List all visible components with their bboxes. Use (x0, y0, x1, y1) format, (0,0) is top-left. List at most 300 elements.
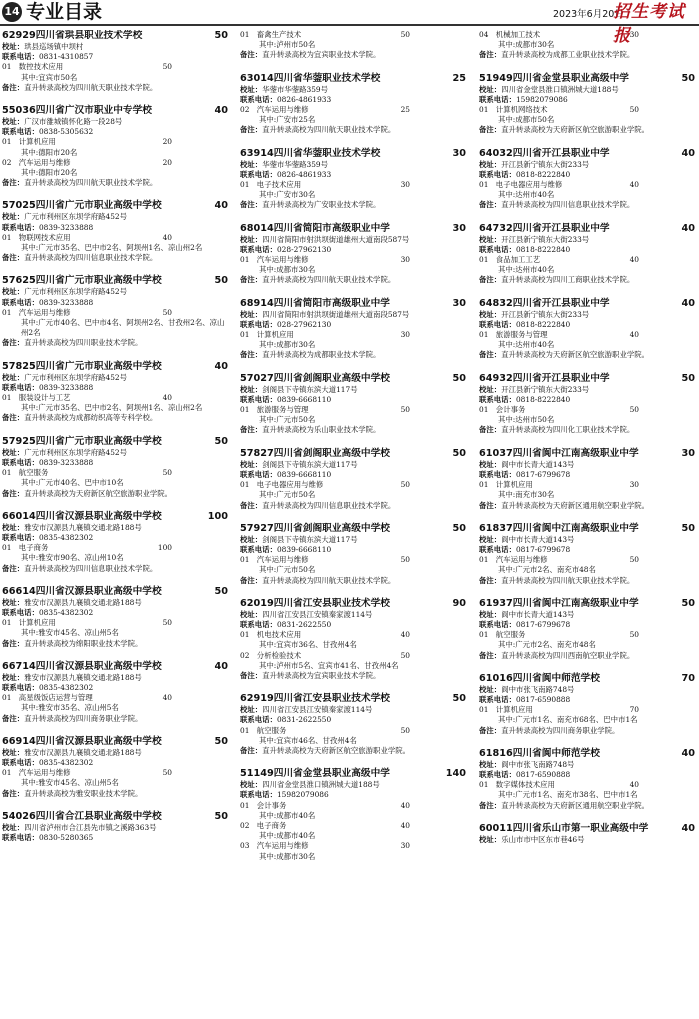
school-phone-line (2, 298, 230, 308)
major-code: 01 (2, 618, 12, 628)
major-row (240, 555, 468, 565)
school-entry (240, 223, 468, 286)
school-phone: 0817-6799678 (515, 469, 571, 479)
major-name: 计算机应用 (495, 480, 533, 490)
school-name: 四川省金堂县职业高级中学 (273, 768, 390, 780)
phone-label: 联系电话： (2, 832, 39, 842)
school-address-line (2, 373, 230, 383)
major-distribution: 其中:雅安市90名、凉山州10名 (21, 553, 124, 563)
school-quota: 40 (214, 200, 228, 212)
school-entry (240, 373, 468, 436)
major-name: 航空服务 (18, 468, 49, 478)
school-remark-line (479, 425, 697, 435)
major-name: 计算机应用 (495, 705, 533, 715)
school-name: 四川省开江县职业中学 (512, 147, 610, 159)
school-remark: 直升转录高校为四川信息职业技术学院。 (24, 563, 158, 573)
school-remark: 直升转录高校为四川商务职业学院。 (24, 713, 143, 723)
school-address: 开江县新宁镇东大街233号 (501, 234, 590, 244)
school-quota: 30 (452, 297, 466, 309)
school-address: 四川省金堂县淮口镇洲城大道188号 (501, 84, 619, 94)
major-name: 汽车运用与维修 (18, 307, 71, 317)
school-remark-line (479, 50, 697, 60)
school-remark-line (479, 651, 697, 661)
remark-label: 备注： (2, 563, 25, 573)
major-code: 01 (479, 330, 489, 340)
campus-label: 校址： (2, 822, 25, 832)
phone-label: 联系电话： (479, 544, 516, 554)
school-code: 62929 (2, 30, 36, 41)
major-name: 数字媒体技术应用 (495, 780, 555, 790)
school-name: 四川省汉源县职业高级中学校 (35, 510, 162, 522)
school-address: 开江县新宁镇东大街233号 (501, 384, 590, 394)
major-code: 01 (240, 405, 250, 415)
campus-label: 校址： (240, 84, 263, 94)
major-distribution: 其中:达州市40名 (498, 190, 555, 200)
major-quota: 20 (162, 137, 172, 147)
school-name: 四川省剑阁职业高级中学校 (273, 447, 390, 459)
school-phone: 0817-6799678 (515, 544, 571, 554)
school-remark: 直升转录高校为天府新区航空旅游职业学院。 (501, 350, 650, 360)
remark-label: 备注： (479, 650, 502, 660)
major-code: 01 (2, 768, 12, 778)
major-quota: 50 (400, 725, 410, 735)
major-quota: 50 (162, 62, 172, 72)
school-code: 51949 (479, 72, 513, 84)
school-remark: 直升转录高校为天府新区航空旅游职业学院。 (501, 125, 650, 135)
school-entry (240, 298, 468, 361)
phone-label: 联系电话： (240, 169, 277, 179)
school-phone-line (2, 758, 230, 768)
school-address-line (479, 835, 697, 845)
school-code: 54026 (2, 810, 36, 822)
school-phone-line (240, 245, 468, 255)
school-remark: 直升转录高校为四川商务职业学院。 (501, 725, 620, 735)
school-entry (479, 448, 697, 511)
major-code: 01 (240, 800, 250, 810)
school-quota: 100 (207, 510, 228, 522)
school-entry (240, 598, 468, 681)
school-remark-line (479, 501, 697, 511)
school-heading (2, 586, 230, 598)
school-address-line (240, 85, 468, 95)
major-quota: 40 (400, 630, 410, 640)
school-code: 64732 (479, 222, 513, 234)
campus-label: 校址： (2, 117, 25, 127)
school-phone: 15982079086 (276, 790, 329, 800)
major-quota: 30 (400, 330, 410, 340)
major-distribution: 其中:成都市40名 (259, 810, 316, 820)
school-entry (2, 200, 230, 263)
major-distribution: 其中:广元市1名、南充市38名、巴中市1名 (498, 790, 638, 800)
school-remark-line (240, 350, 468, 360)
school-name: 四川省阆中江南高级职业中学 (512, 597, 639, 609)
school-phone-line (2, 52, 230, 62)
school-entry (2, 436, 230, 499)
school-quota: 50 (452, 447, 466, 459)
school-address-line (2, 523, 230, 533)
major-distribution: 其中:成都市50名 (498, 115, 555, 125)
major-name: 航空服务 (495, 630, 526, 640)
major-row (479, 780, 697, 790)
school-phone: 028-27962130 (276, 319, 332, 329)
school-code: 62019 (240, 597, 274, 609)
school-code: 57827 (240, 447, 274, 459)
major-code: 01 (240, 30, 250, 39)
school-address: 珙县巡场镇中坝村 (24, 42, 84, 51)
school-remark: 直升转录高校为天府新区航空旅游职业学院。 (24, 488, 173, 498)
major-quota: 50 (162, 468, 172, 478)
major-name: 电子技术应用 (256, 180, 302, 190)
school-quota: 50 (681, 372, 695, 384)
school-heading (479, 448, 697, 460)
remark-label: 备注： (240, 670, 263, 680)
campus-label: 校址： (240, 159, 263, 169)
school-heading (479, 223, 697, 235)
major-code: 01 (2, 393, 12, 403)
major-row (479, 105, 697, 115)
school-address-line (2, 823, 230, 833)
school-quota: 50 (214, 30, 228, 41)
major-quota: 40 (629, 330, 639, 340)
school-code: 57825 (2, 360, 36, 372)
campus-label: 校址： (2, 372, 25, 382)
major-row (2, 693, 230, 703)
campus-label: 校址： (240, 609, 263, 619)
major-row (240, 255, 468, 265)
major-row (2, 468, 230, 478)
school-quota: 70 (681, 672, 695, 684)
school-heading (2, 736, 230, 748)
school-address: 四川省江安县江安镇秦家渡114号 (262, 705, 373, 715)
major-name: 汽车运用与维修 (18, 157, 71, 167)
school-remark-line (2, 639, 230, 649)
page-number-badge: 14 (2, 2, 22, 22)
campus-label: 校址： (2, 522, 25, 532)
school-address: 剑阁县下寺镇东滨大道117号 (262, 459, 358, 469)
major-distribution: 其中:成都市30名 (259, 851, 316, 861)
major-code: 02 (240, 820, 250, 830)
phone-label: 联系电话： (479, 244, 516, 254)
school-address: 阆中市长青大道143号 (501, 534, 575, 544)
school-address-line (240, 235, 468, 245)
school-remark-line (240, 576, 468, 586)
phone-label: 联系电话： (2, 297, 39, 307)
school-quota: 50 (681, 597, 695, 609)
major-quota: 30 (400, 255, 410, 265)
school-address-line (479, 160, 697, 170)
major-row (240, 651, 468, 661)
school-remark-line (240, 275, 468, 285)
remark-label: 备注： (240, 425, 263, 435)
school-address: 雅安市汉源县九襄镇交通北路188号 (24, 672, 142, 682)
major-distribution: 其中:成都市30名 (498, 40, 555, 50)
school-quota: 30 (452, 222, 466, 234)
major-distribution: 其中:广元市40名、巴中市4名、阿坝州2名、甘孜州2名、凉山州2名 (21, 318, 225, 338)
school-code: 62919 (240, 693, 274, 705)
major-name: 数控技术应用 (18, 62, 64, 72)
school-heading (240, 598, 468, 610)
major-row (2, 308, 230, 318)
school-entry (240, 523, 468, 586)
school-phone: 0830-5280365 (38, 832, 94, 842)
remark-label: 备注： (240, 50, 263, 60)
major-name: 服装设计与工艺 (18, 393, 71, 403)
school-heading (2, 275, 230, 287)
school-phone: 0835-4382302 (38, 682, 94, 692)
phone-label: 联系电话： (240, 544, 277, 554)
school-address: 广元市利州区东坝学府路452号 (24, 372, 127, 382)
campus-label: 校址： (479, 459, 502, 469)
major-quota: 30 (629, 30, 639, 39)
school-code: 64932 (479, 372, 513, 384)
phone-label: 联系电话： (2, 52, 39, 62)
school-heading (479, 748, 697, 760)
school-name: 四川省广元市职业高级中学校 (35, 435, 162, 447)
major-name: 会计事务 (495, 405, 526, 415)
major-code: 01 (240, 630, 250, 640)
school-phone: 0838-5305632 (38, 127, 94, 137)
school-phone-line (479, 245, 697, 255)
major-name: 计算机应用 (18, 618, 56, 628)
campus-label: 校址： (479, 84, 502, 94)
remark-label: 备注： (479, 200, 502, 210)
major-quota: 20 (162, 157, 172, 167)
school-name: 四川省阆中师范学校 (512, 747, 600, 759)
major-name: 计算机应用 (256, 330, 294, 340)
school-address: 雅安市汉源县九襄镇交通北路188号 (24, 747, 142, 757)
school-address-line (479, 610, 697, 620)
school-remark: 直升转录高校为四川航天职业技术学院。 (24, 82, 158, 92)
school-address-line (479, 310, 697, 320)
school-phone: 0835-4382302 (38, 607, 94, 617)
school-name: 四川省阆中江南高级职业中学 (512, 522, 639, 534)
school-quota: 40 (214, 660, 228, 672)
school-address: 阆中市长青大道143号 (501, 609, 575, 619)
campus-label: 校址： (479, 159, 502, 169)
major-quota: 30 (629, 480, 639, 490)
school-code: 66714 (2, 660, 36, 672)
major-name: 电子电器应用与维修 (495, 180, 563, 190)
phone-label: 联系电话： (2, 382, 39, 392)
school-name: 四川省广元市职业高级中学校 (35, 200, 162, 212)
school-name: 四川省金堂县职业高级中学 (512, 72, 629, 84)
campus-label: 校址： (2, 597, 25, 607)
remark-label: 备注： (479, 500, 502, 510)
major-name: 汽车运用与维修 (256, 105, 309, 115)
school-remark-line (2, 489, 230, 499)
school-name: 四川省汉源县职业高级中学校 (35, 660, 162, 672)
school-code: 61016 (479, 672, 513, 684)
school-heading (240, 373, 468, 385)
school-entry (240, 693, 468, 756)
school-remark: 直升转录高校为四川航天职业技术学院。 (262, 125, 396, 135)
school-address-line (240, 610, 468, 620)
school-quota: 50 (681, 72, 695, 84)
phone-label: 联系电话： (479, 169, 516, 179)
school-phone-line (2, 533, 230, 543)
school-remark: 直升转录高校为成都工业职业技术学院。 (501, 50, 635, 60)
campus-label: 校址： (240, 534, 263, 544)
major-quota: 50 (400, 405, 410, 415)
school-name: 四川省阆中师范学校 (512, 672, 600, 684)
school-quota: 25 (452, 72, 466, 84)
school-address: 四川省江安县江安镇秦家渡114号 (262, 609, 373, 619)
school-quota: 90 (452, 597, 466, 609)
school-name: 四川省珙县职业技术学校 (35, 30, 143, 41)
school-quota: 40 (681, 147, 695, 159)
school-code: 64832 (479, 297, 513, 309)
major-quota: 50 (162, 618, 172, 628)
school-name: 四川省广元市职业高级中学校 (35, 275, 162, 287)
school-phone: 15982079086 (515, 94, 568, 104)
school-address-line (479, 535, 697, 545)
school-address-line (240, 705, 468, 715)
major-name: 会计事务 (256, 800, 287, 810)
school-entry (479, 148, 697, 211)
school-quota: 40 (214, 105, 228, 117)
major-row (240, 480, 468, 490)
phone-label: 联系电话： (2, 127, 39, 137)
school-quota: 40 (681, 822, 695, 834)
school-heading (240, 148, 468, 160)
school-phone-line (2, 833, 230, 843)
major-row (2, 618, 230, 628)
school-heading (479, 823, 697, 835)
school-address-line (479, 760, 697, 770)
phone-label: 联系电话： (240, 715, 277, 725)
school-name: 四川省开江县职业中学 (512, 372, 610, 384)
school-address: 广汉市雒城镇怀化路一段28号 (24, 117, 123, 127)
phone-label: 联系电话： (240, 469, 277, 479)
school-remark: 直升转录高校为四川航天职业技术学院。 (24, 178, 158, 188)
major-code: 01 (240, 555, 250, 565)
campus-label: 校址： (479, 609, 502, 619)
school-heading (240, 73, 468, 85)
school-phone: 0839-3233888 (38, 382, 94, 392)
remark-label: 备注： (2, 788, 25, 798)
school-name: 四川省汉源县职业高级中学校 (35, 735, 162, 747)
school-entry (479, 598, 697, 661)
major-row (240, 841, 468, 851)
major-distribution: 其中:雅安市45名、凉山州5名 (21, 628, 119, 638)
school-entry (479, 673, 697, 736)
major-name: 电子商务 (18, 543, 49, 553)
school-entry (2, 105, 230, 188)
school-heading (240, 768, 468, 780)
major-quota: 50 (400, 555, 410, 565)
school-name: 四川省剑阁职业高级中学校 (273, 372, 390, 384)
campus-label: 校址： (240, 309, 263, 319)
major-row (2, 393, 230, 403)
major-code: 01 (479, 180, 489, 190)
major-distribution: 其中:雅安市45名、凉山州5名 (21, 778, 119, 788)
major-quota: 25 (400, 105, 410, 115)
campus-label: 校址： (2, 672, 25, 682)
major-quota: 50 (400, 650, 410, 660)
school-phone: 0826-4861933 (276, 94, 332, 104)
major-row (2, 768, 230, 778)
school-quota: 50 (452, 372, 466, 384)
school-remark-line (240, 125, 468, 135)
major-quota: 40 (162, 693, 172, 703)
school-address-line (2, 287, 230, 297)
school-remark: 直升转录高校为四川化工职业技术学院。 (501, 425, 635, 435)
section-title: 专业目录 (26, 1, 103, 23)
catalog-column-1 (2, 30, 230, 1019)
school-address: 四川省简阳市射洪坝街道雄州大道南段587号 (262, 309, 410, 319)
school-address: 雅安市汉源县九襄镇交通北路188号 (24, 522, 142, 532)
school-remark-line (2, 789, 230, 799)
school-heading (2, 436, 230, 448)
catalog-column-3 (479, 30, 697, 1019)
school-address: 广元市利州区东坝学府路452号 (24, 212, 127, 222)
school-address-line (240, 535, 468, 545)
major-distribution: 其中:广安市25名 (259, 115, 316, 125)
major-code: 01 (479, 630, 489, 640)
school-name: 四川省阆中江南高级职业中学 (512, 447, 639, 459)
major-quota: 30 (400, 180, 410, 190)
school-heading (2, 811, 230, 823)
school-remark: 直升转录高校为四川工商职业技术学院。 (501, 275, 635, 285)
school-phone-line (240, 395, 468, 405)
school-name: 四川省开江县职业中学 (512, 222, 610, 234)
school-entry (2, 511, 230, 574)
major-row (479, 705, 697, 715)
major-code: 01 (479, 255, 489, 265)
school-phone-line (2, 458, 230, 468)
school-address: 广元市利州区东坝学府路452号 (24, 447, 127, 457)
school-phone: 0817-6590888 (515, 694, 571, 704)
major-name: 旅游服务与管理 (256, 405, 309, 415)
major-quota: 50 (400, 480, 410, 490)
school-phone-line (240, 545, 468, 555)
school-phone-line (2, 127, 230, 137)
phone-label: 联系电话： (2, 532, 39, 542)
campus-label: 校址： (240, 705, 263, 715)
school-code: 68014 (240, 222, 274, 234)
school-entry (479, 523, 697, 586)
major-name: 机电技术应用 (256, 630, 302, 640)
major-distribution: 其中:达州市50名 (498, 415, 555, 425)
phone-label: 联系电话： (240, 244, 277, 254)
school-code: 63914 (240, 147, 274, 159)
school-phone-line (479, 620, 697, 630)
school-remark-line (2, 564, 230, 574)
school-address-line (2, 673, 230, 683)
school-address-line (2, 42, 230, 52)
school-address-line (2, 117, 230, 127)
campus-label: 校址： (240, 459, 263, 469)
school-remark-line (2, 338, 230, 348)
school-quota: 40 (681, 222, 695, 234)
school-entry (240, 448, 468, 511)
school-entry (479, 373, 697, 436)
school-remark-line (2, 83, 230, 93)
major-code: 02 (2, 157, 12, 167)
school-remark: 直升转录高校为天府新区通用航空职业学院。 (501, 500, 650, 510)
school-remark-line (2, 413, 230, 423)
campus-label: 校址： (479, 759, 502, 769)
school-phone-line (240, 170, 468, 180)
school-remark-line (240, 746, 468, 756)
school-heading (2, 105, 230, 117)
major-name: 物联网技术应用 (18, 232, 71, 242)
major-distribution: 其中:达州市40名 (498, 265, 555, 275)
school-entry (240, 148, 468, 211)
major-name: 汽车运用与维修 (495, 555, 548, 565)
major-distribution: 其中:南充市30名 (498, 490, 555, 500)
school-address: 乐山市市中区东市巷46号 (501, 834, 585, 844)
